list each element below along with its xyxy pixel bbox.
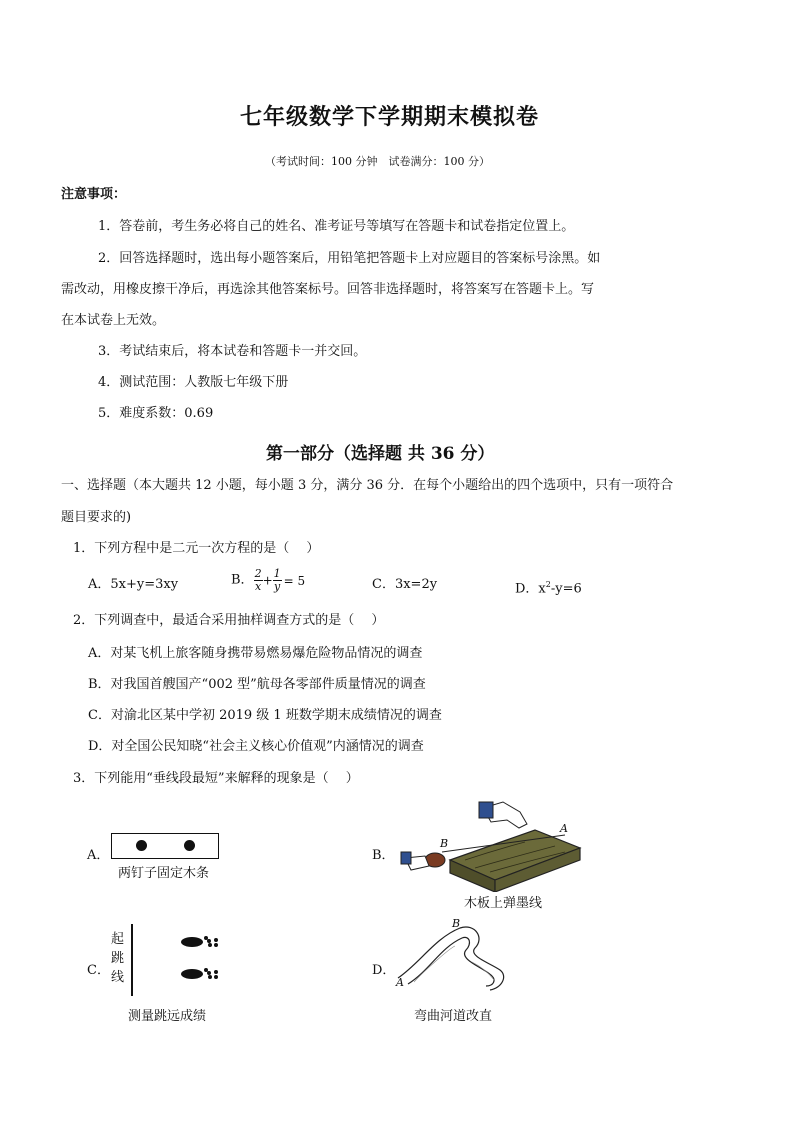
note-2-line-3: 在本试卷上无效。 <box>61 313 166 328</box>
notes-heading: 注意事项： <box>61 187 127 202</box>
q3-option-d-caption: 弯曲河道改直 <box>414 1009 493 1024</box>
nail-1-icon <box>136 840 147 851</box>
q3-option-d-label: D． <box>372 963 396 978</box>
river-figure <box>390 918 520 1000</box>
q3-option-b-caption: 木板上弹墨线 <box>464 896 543 911</box>
footprints-icon <box>178 930 222 984</box>
nail-2-icon <box>184 840 195 851</box>
note-4: 4．测试范围：人教版七年级下册 <box>98 375 289 390</box>
q3-option-c-caption: 测量跳远成绩 <box>128 1009 207 1024</box>
q3-option-a-label: A． <box>87 848 110 863</box>
takeoff-line <box>131 924 133 996</box>
question-3-stem: 3．下列能用“垂线段最短”来解释的现象是（ ） <box>73 771 359 786</box>
takeoff-line-text: 起 跳 线 <box>111 932 125 985</box>
q1-option-b: B． $\frac{2}{x}$ + $\frac{1}{y}$ = 5 <box>231 567 306 593</box>
river-point-b: B <box>452 917 461 930</box>
note-2-line-1: 2．回答选择题时，选出每小题答案后，用铅笔把答题卡上对应题目的答案标号涂黑。如 <box>98 251 601 266</box>
question-2-stem: 2．下列调查中，最适合采用抽样调查方式的是（ ） <box>73 613 385 628</box>
q1-option-a: A．5x+y=3xy <box>88 577 179 592</box>
q3-option-c-label: C． <box>87 963 110 978</box>
q2-option-d: D．对全国公民知晓“社会主义核心价值观”内涵情况的调查 <box>88 739 424 754</box>
note-1: 1．答卷前，考生务必将自己的姓名、准考证号等填写在答题卡和试卷指定位置上。 <box>98 219 575 234</box>
wood-strip-figure <box>111 833 219 859</box>
q3-option-b-label: B． <box>372 848 395 863</box>
note-2-line-2: 需改动，用橡皮擦干净后，再选涂其他答案标号。回答非选择题时，将答案写在答题卡上。写 <box>61 282 595 297</box>
q2-option-a: A．对某飞机上旅客随身携带易燃易爆危险物品情况的调查 <box>88 646 423 661</box>
part-heading: 第一部分（选择题 共 36 分） <box>266 444 495 464</box>
river-point-a: A <box>396 976 404 989</box>
note-5: 5．难度系数：0.69 <box>98 406 214 421</box>
q2-option-b: B．对我国首艘国产“002 型”航母各零部件质量情况的调查 <box>88 677 426 692</box>
exam-info: （考试时间：100 分钟 试卷满分：100 分） <box>265 155 490 168</box>
board-point-a: A <box>560 822 568 835</box>
page-title: 七年级数学下学期期末模拟卷 <box>240 104 540 130</box>
note-3: 3．考试结束后，将本试卷和答题卡一并交回。 <box>98 344 367 359</box>
board-ink-line-figure <box>395 800 595 892</box>
section-intro-line-2: 题目要求的) <box>61 510 132 525</box>
section-intro-line-1: 一、选择题（本大题共 12 小题，每小题 3 分，满分 36 分．在每个小题给出的四个选项中，只有一项符合 <box>61 478 674 493</box>
q2-option-c: C．对渝北区某中学初 2019 级 1 班数学期末成绩情况的调查 <box>88 708 442 723</box>
q1-option-c: C．3x=2y <box>372 577 438 592</box>
board-point-b: B <box>440 837 449 850</box>
question-1-stem: 1．下列方程中是二元一次方程的是（ ） <box>73 541 320 556</box>
q3-option-a-caption: 两钉子固定木条 <box>118 866 210 881</box>
q1-option-d: D．$x^2-y=6$ <box>515 580 582 597</box>
